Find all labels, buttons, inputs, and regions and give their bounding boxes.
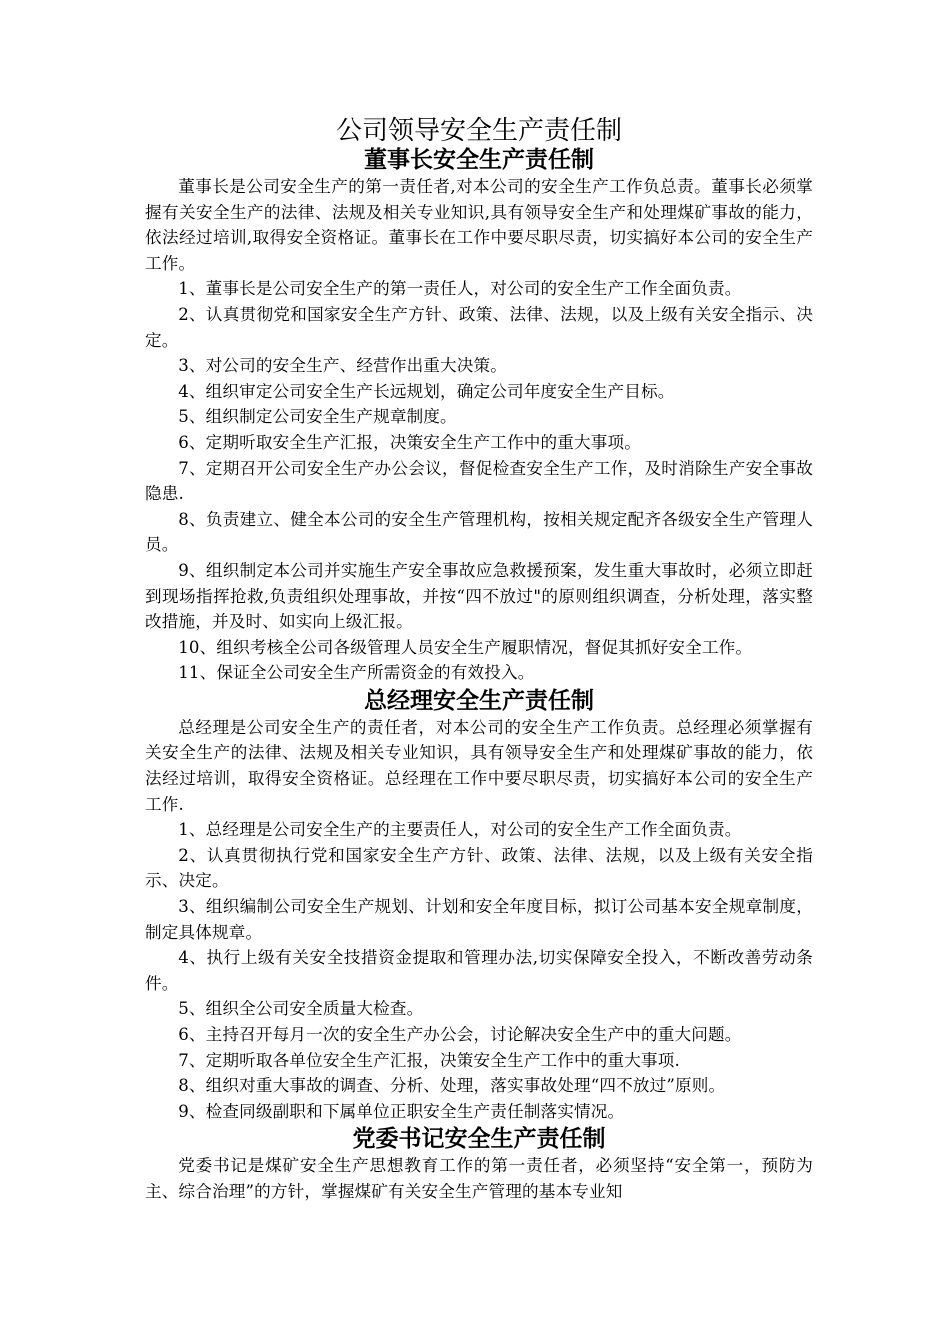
section-intro: 党委书记是煤矿安全生产思想教育工作的第一责任者，必须坚持“安全第一，预防为主、综合治理”的方针，掌握煤矿有关安全生产管理的基本专业知 [145,1156,813,1201]
document-page [145,116,813,1205]
list-item: 5、组织全公司安全质量大检查。 [178,999,424,1019]
list-item: 4、执行上级有关安全技措资金提取和管理办法,切实保障安全投入，不断改善劳动条件。 [145,948,813,993]
section-general-manager [145,687,813,1125]
list-item: 9、检查同级副职和下属单位正职安全生产责任制落实情况。 [178,1101,625,1121]
list-item: 8、负责建立、健全本公司的安全生产管理机构，按相关规定配齐各级安全生产管理人员。 [145,509,813,555]
list-item: 6、主持召开每月一次的安全生产办公会，讨论解决安全生产中的重大问题。 [178,1025,742,1044]
list-item: 3、对公司的安全生产、经营作出重大决策。 [178,356,508,376]
list-item: 5、组织制定公司安全生产规章制度。 [178,407,457,427]
list-item: 9、组织制定本公司并实施生产安全事故应急救援预案，发生重大事故时，必须立即赶到现场指挥抢救,负责组织处理事故，并按“四不放过"的原则组织调查，分析处理，落实整改措施，并及时、如实向上级汇报。 [145,560,813,632]
list-item: 1、总经理是公司安全生产的主要责任人，对公司的安全生产工作全面负责。 [178,820,742,840]
list-item: 6、定期听取安全生产汇报，决策安全生产工作中的重大事项。 [178,432,641,452]
list-item: 7、定期召开公司安全生产办公会议，督促检查安全生产工作，及时消除生产安全事故隐患. [145,458,813,504]
list-item: 3、组织编制公司安全生产规划、计划和安全年度目标，拟订公司基本安全规章制度，制定具体规章。 [145,897,813,942]
list-item: 8、组织对重大事故的调查、分析、处理，落实事故处理“四不放过”原则。 [178,1076,726,1096]
section-intro: 董事长是公司安全生产的第一责任者,对本公司的安全生产工作负总责。董事长必须掌握有关安全生产的法律、法规及相关专业知识,具有领导安全生产和处理煤矿事故的能力，依法经过培训,取得安全资格证。董事长在工作中要尽职尽责，切实搞好本公司的安全生产工作。 [145,177,813,273]
section-heading: 董事长安全生产责任制 [364,146,594,173]
section-heading: 党委书记安全生产责任制 [352,1125,606,1153]
document-title: 公司领导安全生产责任制 [335,116,622,146]
list-item: 10、组织考核全公司各级管理人员安全生产履职情况，督促其抓好安全工作。 [178,637,753,657]
list-item: 4、组织审定公司安全生产长远规划，确定公司年度安全生产目标。 [178,381,675,401]
list-item: 2、认真贯彻执行党和国家安全生产方针、政策、法律、法规，以及上级有关安全指示、决定。 [145,845,813,891]
list-item: 7、定期听取各单位安全生产汇报，决策安全生产工作中的重大事项. [178,1050,680,1070]
section-party-secretary [145,1125,813,1204]
list-item: 11、保证全公司安全生产所需资金的有效投入。 [178,663,535,683]
section-intro: 总经理是公司安全生产的责任者，对本公司的安全生产工作负责。总经理必须掌握有关安全生产的法律、法规及相关专业知识，具有领导安全生产和处理煤矿事故的能力，依法经过培训，取得安全资格证。总经理在工作中要尽职尽责，切实搞好本公司的安全生产工作. [145,717,813,814]
list-item: 2、认真贯彻党和国家安全生产方针、政策、法律、法规，以及上级有关安全指示、决定。 [145,304,813,350]
section-chairman [145,146,813,686]
section-heading: 总经理安全生产责任制 [364,686,594,714]
list-item: 1、董事长是公司安全生产的第一责任人，对公司的安全生产工作全面负责。 [178,279,742,299]
